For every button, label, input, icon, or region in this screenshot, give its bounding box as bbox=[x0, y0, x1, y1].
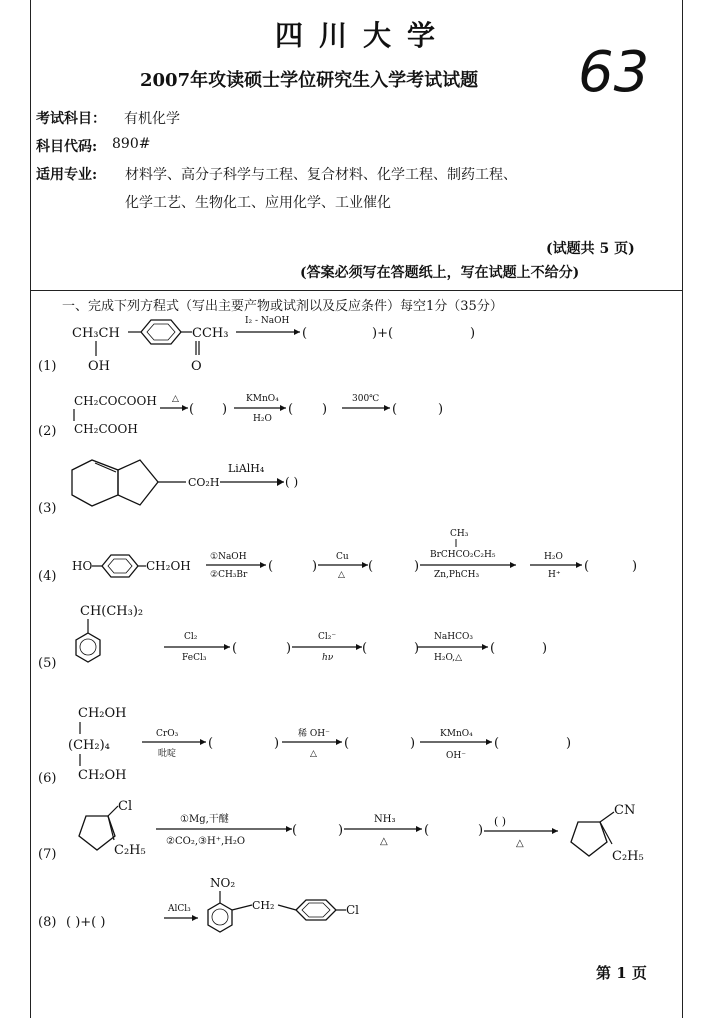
question-6-number: (6) bbox=[38, 771, 57, 786]
svg-text:CrO₃: CrO₃ bbox=[156, 729, 179, 739]
svg-text:(: ( bbox=[584, 559, 590, 574]
svg-text:): ) bbox=[274, 736, 280, 751]
question-1-structure bbox=[0, 310, 707, 380]
svg-text:②CO₂,③H⁺,H₂O: ②CO₂,③H⁺,H₂O bbox=[166, 836, 246, 847]
majors-line-2: 化学工艺、生物化工、应用化学、工业催化 bbox=[125, 195, 391, 211]
svg-text:Cl: Cl bbox=[346, 903, 360, 917]
question-3-structure bbox=[0, 450, 707, 520]
question-8-structure bbox=[0, 875, 707, 945]
q1-oh: OH bbox=[88, 359, 110, 374]
question-2-number: (2) bbox=[38, 424, 57, 439]
svg-text:CH₂OH: CH₂OH bbox=[78, 706, 127, 721]
svg-text:NH₃: NH₃ bbox=[374, 814, 396, 825]
svg-text:△: △ bbox=[516, 838, 524, 849]
svg-text:CH₂OH: CH₂OH bbox=[78, 768, 127, 783]
q1-ketone: CCH₃ bbox=[192, 326, 229, 341]
svg-text:( )+( ): ( )+( ) bbox=[66, 915, 106, 930]
question-8-number: (8) bbox=[38, 915, 57, 930]
svg-text:△: △ bbox=[172, 394, 179, 404]
svg-text:): ) bbox=[410, 736, 416, 751]
svg-text:(: ( bbox=[189, 402, 195, 417]
q8-ring-1 bbox=[208, 903, 232, 932]
svg-text:300℃: 300℃ bbox=[352, 394, 380, 404]
q2-bottom: CH₂COOH bbox=[74, 422, 138, 436]
q5-benzene-ring bbox=[76, 633, 100, 662]
svg-text:Cu: Cu bbox=[336, 552, 349, 562]
svg-text:①Mg,干醚: ①Mg,干醚 bbox=[180, 814, 229, 825]
svg-text:): ) bbox=[478, 823, 484, 838]
svg-text:NaHCO₃: NaHCO₃ bbox=[434, 632, 473, 642]
svg-text:Cl₂: Cl₂ bbox=[184, 632, 198, 642]
svg-text:): ) bbox=[222, 402, 228, 417]
subject-label: 考试科目： bbox=[36, 111, 106, 127]
svg-text:): ) bbox=[322, 402, 328, 417]
svg-text:): ) bbox=[414, 641, 420, 656]
svg-text:BrCHCO₂C₂H₅: BrCHCO₂C₂H₅ bbox=[430, 550, 496, 560]
svg-text:(: ( bbox=[344, 736, 350, 751]
q4-benzene-ring bbox=[102, 555, 138, 577]
svg-text:): ) bbox=[338, 823, 344, 838]
university-name: 四川大学 bbox=[275, 19, 452, 52]
svg-text:(: ( bbox=[494, 736, 500, 751]
question-7-number: (7) bbox=[38, 847, 57, 862]
svg-text:△: △ bbox=[338, 570, 345, 580]
section-heading: 一、完成下列方程式（写出主要产物或试剂以及反应条件）每空1分（35分） bbox=[62, 299, 503, 314]
majors-label: 适用专业: bbox=[36, 167, 98, 183]
svg-text:H₂O: H₂O bbox=[544, 552, 563, 562]
majors-line-1: 材料学、高分子科学与工程、复合材料、化学工程、制药工程、 bbox=[125, 167, 517, 183]
svg-text:H₂O: H₂O bbox=[253, 414, 272, 424]
svg-text:吡啶: 吡啶 bbox=[158, 749, 177, 759]
question-6-structure bbox=[0, 700, 707, 785]
svg-text:(: ( bbox=[208, 736, 214, 751]
svg-text:): ) bbox=[414, 559, 420, 574]
svg-text:): ) bbox=[438, 402, 444, 417]
svg-text:(: ( bbox=[368, 559, 374, 574]
svg-text:(: ( bbox=[288, 402, 294, 417]
svg-text:( ): ( ) bbox=[494, 815, 507, 828]
question-3-number: (3) bbox=[38, 501, 57, 516]
svg-text:(: ( bbox=[268, 559, 274, 574]
svg-text:): ) bbox=[632, 559, 638, 574]
question-5-structure bbox=[0, 595, 707, 675]
svg-text:稀 OH⁻: 稀 OH⁻ bbox=[298, 729, 330, 739]
q7-product-ring bbox=[571, 822, 607, 856]
svg-text:(: ( bbox=[362, 641, 368, 656]
subject-value: 有机化学 bbox=[124, 111, 180, 127]
svg-text:(: ( bbox=[424, 823, 430, 838]
svg-text:( ): ( ) bbox=[285, 475, 299, 489]
svg-text:AlCl₃: AlCl₃ bbox=[168, 904, 191, 914]
svg-text:②CH₃Br: ②CH₃Br bbox=[210, 570, 248, 580]
q1-ketone-o: O bbox=[191, 359, 202, 374]
code-value: 890# bbox=[112, 136, 151, 152]
question-4-structure bbox=[0, 525, 707, 590]
q5-isopropyl: CH(CH₃)₂ bbox=[80, 604, 144, 619]
svg-text:CH₃: CH₃ bbox=[450, 529, 469, 539]
svg-text:C₂H₅: C₂H₅ bbox=[612, 849, 644, 864]
svg-text:(: ( bbox=[302, 326, 308, 341]
answer-note: (答案必须写在答题纸上，写在试题上不给分) bbox=[300, 265, 580, 281]
q1-ch3ch: CH₃CH bbox=[72, 326, 120, 341]
q3-reagent: LiAlH₄ bbox=[228, 462, 265, 475]
svg-text:(: ( bbox=[292, 823, 298, 838]
pages-note: (试题共 5 页) bbox=[546, 241, 635, 257]
svg-text:(: ( bbox=[490, 641, 496, 656]
svg-text:): ) bbox=[470, 326, 476, 341]
q2-top: CH₂COCOOH bbox=[74, 394, 157, 408]
svg-text:H⁺: H⁺ bbox=[548, 570, 561, 580]
svg-text:hν: hν bbox=[322, 653, 334, 663]
svg-text:): ) bbox=[312, 559, 318, 574]
svg-text:KMnO₄: KMnO₄ bbox=[246, 394, 279, 404]
svg-text:FeCl₃: FeCl₃ bbox=[182, 653, 207, 663]
svg-text:①NaOH: ①NaOH bbox=[210, 552, 247, 562]
svg-text:): ) bbox=[286, 641, 292, 656]
svg-text:H₂O,△: H₂O,△ bbox=[434, 653, 463, 663]
svg-text:(: ( bbox=[232, 641, 238, 656]
svg-text:△: △ bbox=[380, 836, 388, 847]
page-number: 第 1 页 bbox=[596, 964, 647, 982]
question-7-structure bbox=[0, 798, 707, 873]
svg-text:(CH₂)₄: (CH₂)₄ bbox=[68, 738, 110, 753]
exam-title: 2007年攻读硕士学位研究生入学考试试题 bbox=[140, 70, 479, 91]
svg-text:): ) bbox=[566, 736, 572, 751]
svg-text:)+(: )+( bbox=[372, 326, 394, 341]
q3-six-ring bbox=[72, 460, 118, 506]
svg-text:Cl: Cl bbox=[118, 799, 133, 814]
svg-text:NO₂: NO₂ bbox=[210, 876, 236, 890]
q1-reagent: I₂ - NaOH bbox=[245, 316, 290, 326]
question-2-structure bbox=[0, 385, 707, 440]
q3-five-ring bbox=[118, 460, 158, 505]
svg-text:OH⁻: OH⁻ bbox=[446, 751, 466, 761]
svg-text:(: ( bbox=[392, 402, 398, 417]
svg-text:HO: HO bbox=[72, 559, 93, 573]
question-5-number: (5) bbox=[38, 656, 57, 671]
svg-text:CH₂: CH₂ bbox=[252, 899, 275, 912]
svg-text:): ) bbox=[542, 641, 548, 656]
svg-text:C₂H₅: C₂H₅ bbox=[114, 843, 146, 858]
handwritten-number: 63 bbox=[578, 40, 650, 105]
svg-text:△: △ bbox=[310, 749, 317, 759]
svg-text:CH₂OH: CH₂OH bbox=[146, 559, 191, 573]
question-4-number: (4) bbox=[38, 569, 57, 584]
code-label: 科目代码: bbox=[36, 139, 98, 155]
q3-group: CO₂H bbox=[188, 476, 220, 489]
question-1-number: (1) bbox=[38, 359, 57, 374]
header-divider bbox=[30, 290, 682, 291]
svg-text:KMnO₄: KMnO₄ bbox=[440, 729, 473, 739]
svg-text:Cl₂⁻: Cl₂⁻ bbox=[318, 632, 337, 642]
svg-text:Zn,PhCH₃: Zn,PhCH₃ bbox=[434, 570, 480, 580]
svg-text:CN: CN bbox=[614, 803, 636, 818]
